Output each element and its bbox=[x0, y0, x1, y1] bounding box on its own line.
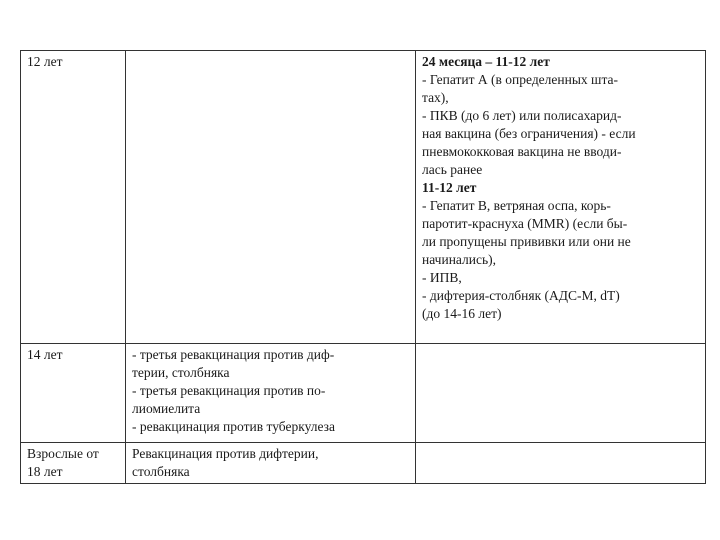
text-line: лиомиелита bbox=[132, 401, 201, 416]
text-line: (до 14-16 лет) bbox=[422, 306, 502, 321]
table-row bbox=[21, 344, 706, 443]
text-line: - третья ревакцинация против по- bbox=[132, 383, 326, 398]
text-line: ная вакцина (без ограничения) - если bbox=[422, 126, 636, 141]
text-line: - Гепатит А (в определенных шта- bbox=[422, 72, 618, 87]
age-label: 14 лет bbox=[27, 347, 63, 362]
text-line: - ревакцинация против туберкулеза bbox=[132, 419, 335, 434]
revaccination-cell bbox=[126, 443, 416, 484]
text-line: - ИПВ, bbox=[422, 270, 462, 285]
age-range-heading: 24 месяца – 11-12 лет bbox=[422, 54, 550, 69]
text-line: - Гепатит В, ветряная оспа, корь- bbox=[422, 198, 611, 213]
text-line: лась ранее bbox=[422, 162, 483, 177]
text-line: - третья ревакцинация против диф- bbox=[132, 347, 335, 362]
additional-vaccines-cell bbox=[416, 51, 706, 344]
age-range-heading: 11-12 лет bbox=[422, 180, 477, 195]
text-line: ли пропущены прививки или они не bbox=[422, 234, 631, 249]
text-line: тах), bbox=[422, 90, 449, 105]
table-row bbox=[21, 51, 706, 344]
text-line: Ревакцинация против дифтерии, bbox=[132, 446, 319, 461]
text-line: столбняка bbox=[132, 464, 190, 479]
age-label: 12 лет bbox=[27, 54, 63, 69]
vaccination-schedule-table bbox=[20, 50, 706, 484]
age-label: 18 лет bbox=[27, 464, 63, 479]
revaccination-cell bbox=[126, 344, 416, 443]
text-line: - ПКВ (до 6 лет) или полисахарид- bbox=[422, 108, 622, 123]
age-label: Взрослые от bbox=[27, 446, 99, 461]
text-line: паротит-краснуха (MMR) (если бы- bbox=[422, 216, 628, 231]
additional-vaccines-cell bbox=[416, 344, 706, 443]
revaccination-cell bbox=[126, 51, 416, 344]
text-line: начинались), bbox=[422, 252, 497, 267]
text-line: терии, столбняка bbox=[132, 365, 230, 380]
text-line: - дифтерия-столбняк (АДС-М, dT) bbox=[422, 288, 620, 303]
age-cell bbox=[21, 443, 126, 484]
table-row bbox=[21, 443, 706, 484]
additional-vaccines-cell bbox=[416, 443, 706, 484]
age-cell bbox=[21, 344, 126, 443]
age-cell bbox=[21, 51, 126, 344]
text-line: пневмококковая вакцина не вводи- bbox=[422, 144, 622, 159]
